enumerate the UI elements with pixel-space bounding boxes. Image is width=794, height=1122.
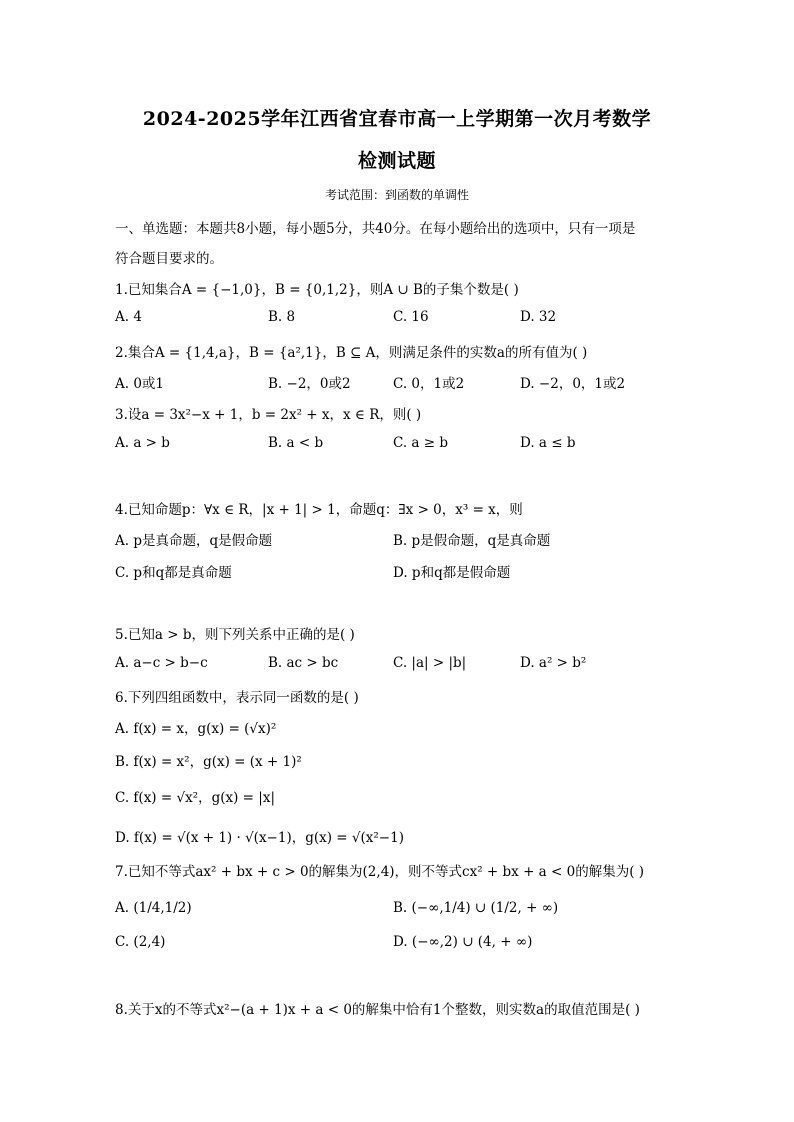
option-3-a: A. a > b <box>115 435 170 451</box>
option-4-c: C. p和q都是真命题 <box>115 565 232 581</box>
exam-scope: 考试范围：到函数的单调性 <box>324 188 469 202</box>
option-7-a: A. (1/4,1/2) <box>115 900 192 916</box>
section-intro-line2: 符合题目要求的。 <box>115 251 223 267</box>
option-3-d: D. a ≤ b <box>520 435 576 451</box>
option-6-c: C. f(x) = √x²，g(x) = |x| <box>115 790 275 806</box>
option-4-b: B. p是假命题，q是真命题 <box>393 533 551 549</box>
option-7-b: B. (−∞,1/4) ∪ (1/2, + ∞) <box>393 900 559 916</box>
option-6-d: D. f(x) = √(x + 1) · √(x−1)，g(x) = √(x²−1) <box>115 830 404 846</box>
question-stem-8: 8.关于x的不等式x²−(a + 1)x + a < 0的解集中恰有1个整数，则实数a的取值范围是( ) <box>115 1002 640 1018</box>
option-5-b: B. ac > bc <box>268 655 339 671</box>
exam-title-line1: 2024-2025学年江西省宜春市高一上学期第一次月考数学 <box>142 108 652 130</box>
option-4-a: A. p是真命题，q是假命题 <box>115 533 273 549</box>
option-2-c: C. 0，1或2 <box>393 376 465 392</box>
option-3-b: B. a < b <box>268 435 324 451</box>
option-5-c: C. |a| > |b| <box>393 655 467 671</box>
option-1-c: C. 16 <box>393 309 429 325</box>
question-stem-5: 5.已知a > b，则下列关系中正确的是( ) <box>115 627 355 643</box>
option-2-b: B. −2，0或2 <box>268 376 351 392</box>
section-intro-line1: 一、单选题：本题共8小题，每小题5分，共40分。在每小题给出的选项中，只有一项是 <box>115 221 636 237</box>
option-4-d: D. p和q都是假命题 <box>393 565 511 581</box>
exam-title-line2: 检测试题 <box>357 150 436 172</box>
option-1-d: D. 32 <box>520 309 557 325</box>
question-stem-2: 2.集合A = {1,4,a}，B = {a²,1}，B ⊆ A，则满足条件的实数a的所有值为( ) <box>115 345 588 361</box>
option-1-b: B. 8 <box>268 309 296 325</box>
option-6-a: A. f(x) = x，g(x) = (√x)² <box>115 721 277 737</box>
question-stem-1: 1.已知集合A = {−1,0}，B = {0,1,2}，则A ∪ B的子集个数是( ) <box>115 282 519 298</box>
option-7-d: D. (−∞,2) ∪ (4, + ∞) <box>393 934 533 950</box>
option-6-b: B. f(x) = x²，g(x) = (x + 1)² <box>115 754 302 770</box>
question-stem-7: 7.已知不等式ax² + bx + c > 0的解集为(2,4)，则不等式cx² + bx + a < 0的解集为( ) <box>115 864 645 880</box>
question-stem-3: 3.设a = 3x²−x + 1，b = 2x² + x，x ∈ R，则( ) <box>115 407 422 423</box>
option-2-d: D. −2，0，1或2 <box>520 376 626 392</box>
question-stem-6: 6.下列四组函数中，表示同一函数的是( ) <box>115 690 359 706</box>
option-5-d: D. a² > b² <box>520 655 587 671</box>
option-5-a: A. a−c > b−c <box>115 655 208 671</box>
question-stem-4: 4.已知命题p：∀x ∈ R，|x + 1| > 1，命题q：∃x > 0，x³ = x，则 <box>115 502 523 518</box>
option-2-a: A. 0或1 <box>115 376 165 392</box>
option-3-c: C. a ≥ b <box>393 435 449 451</box>
option-1-a: A. 4 <box>115 309 142 325</box>
option-7-c: C. (2,4) <box>115 934 166 950</box>
